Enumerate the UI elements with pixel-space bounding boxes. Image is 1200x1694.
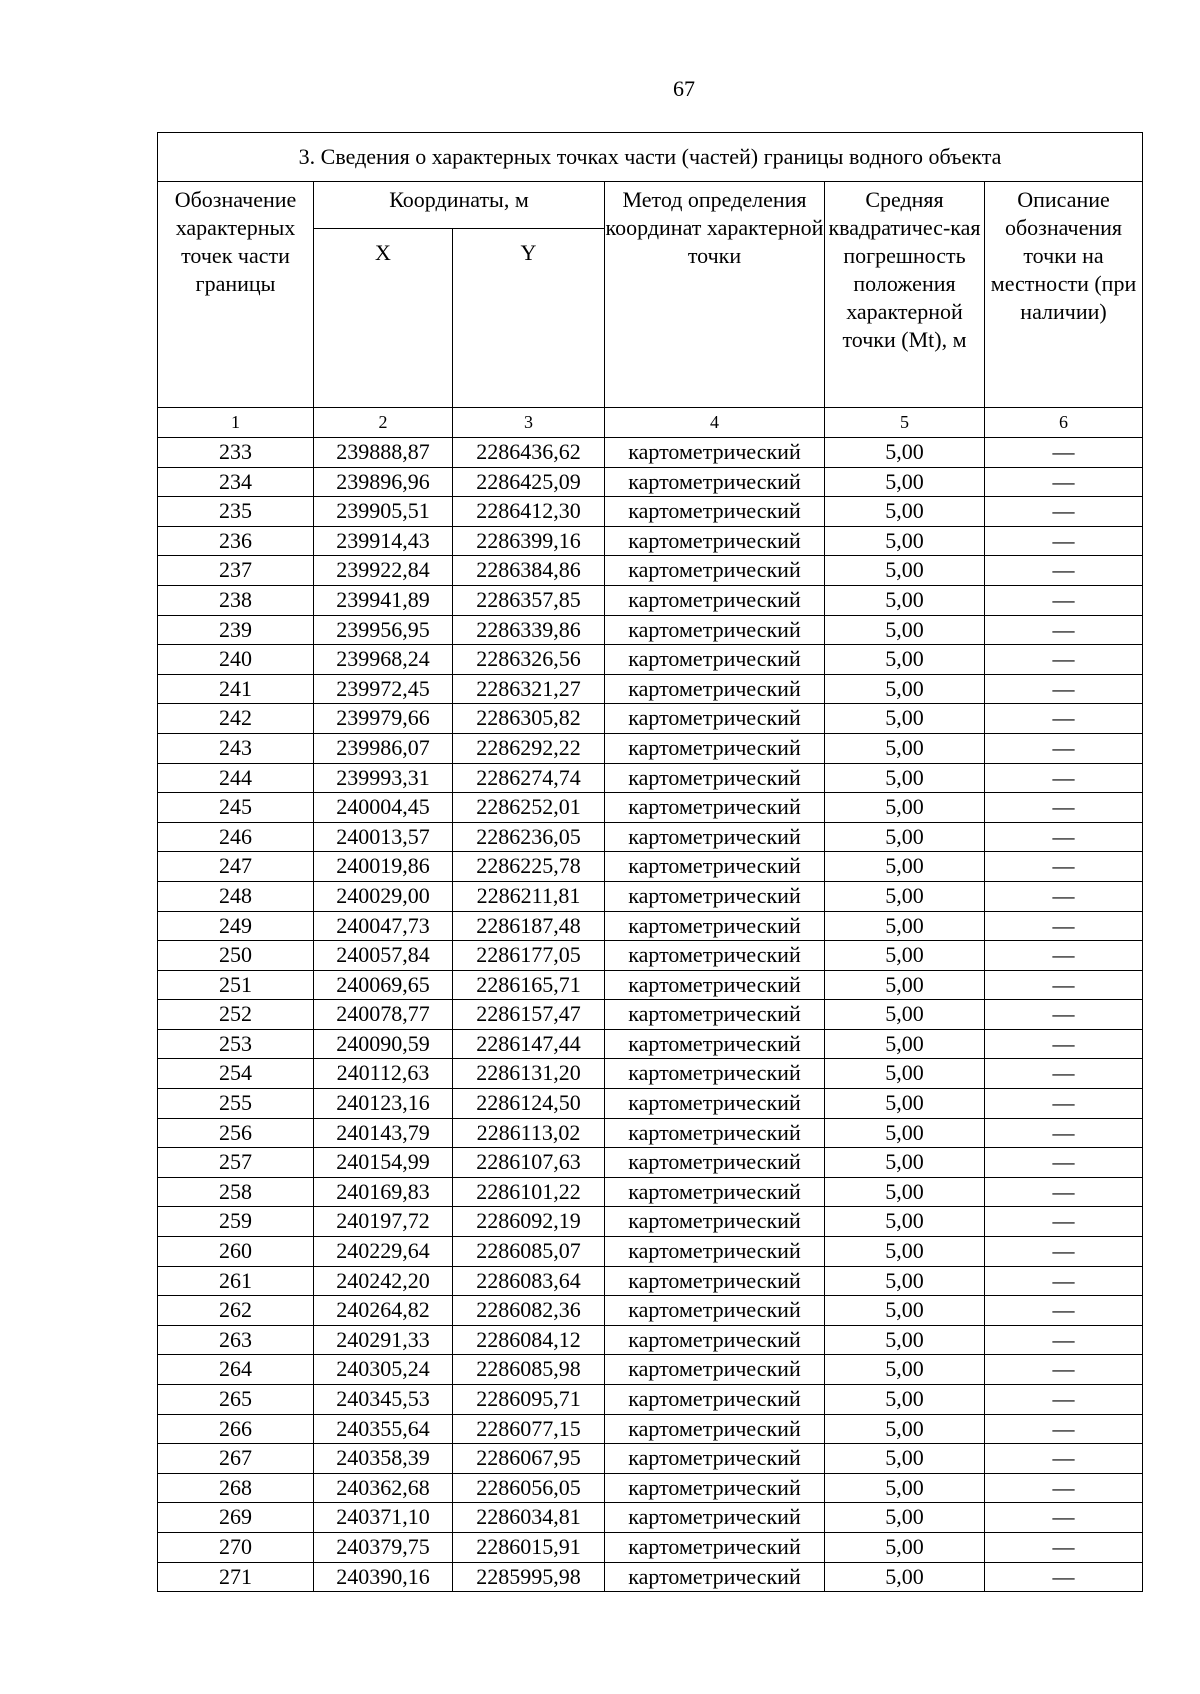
table-row: [158, 556, 1143, 586]
mean-error-cell: 5,00: [825, 1266, 985, 1296]
table-row: [158, 1503, 1143, 1533]
x-coordinate-cell: 240291,33: [314, 1325, 453, 1355]
method-cell: картометрический: [605, 1444, 825, 1474]
y-coordinate-cell: 2286124,50: [453, 1089, 605, 1119]
method-cell: картометрический: [605, 704, 825, 734]
table-row: [158, 733, 1143, 763]
x-coordinate-cell: 240078,77: [314, 1000, 453, 1030]
section-title: 3. Сведения о характерных точках части (частей) границы водного объекта: [158, 133, 1143, 182]
mean-error-cell: 5,00: [825, 941, 985, 971]
boundary-points-table: [157, 132, 1143, 1592]
point-id-cell: 241: [158, 674, 314, 704]
point-id-cell: 253: [158, 1029, 314, 1059]
method-cell: картометрический: [605, 526, 825, 556]
x-coordinate-cell: 240390,16: [314, 1562, 453, 1592]
point-id-cell: 250: [158, 941, 314, 971]
x-coordinate-cell: 240345,53: [314, 1385, 453, 1415]
y-coordinate-cell: 2286083,64: [453, 1266, 605, 1296]
mean-error-cell: 5,00: [825, 1355, 985, 1385]
column-numbers-row: [158, 408, 1143, 438]
point-id-cell: 240: [158, 645, 314, 675]
y-coordinate-cell: 2286085,07: [453, 1237, 605, 1267]
mean-error-cell: 5,00: [825, 1207, 985, 1237]
point-id-cell: 249: [158, 911, 314, 941]
point-id-cell: 243: [158, 733, 314, 763]
y-coordinate-cell: 2286384,86: [453, 556, 605, 586]
description-cell: —: [985, 1029, 1143, 1059]
y-coordinate-cell: 2286034,81: [453, 1503, 605, 1533]
description-cell: —: [985, 1237, 1143, 1267]
y-coordinate-cell: 2286056,05: [453, 1473, 605, 1503]
method-cell: картометрический: [605, 941, 825, 971]
point-id-cell: 245: [158, 793, 314, 823]
method-cell: картометрический: [605, 1118, 825, 1148]
y-coordinate-cell: 2286084,12: [453, 1325, 605, 1355]
table-row: [158, 1029, 1143, 1059]
table-row: [158, 1385, 1143, 1415]
point-id-cell: 235: [158, 497, 314, 527]
table-row: [158, 970, 1143, 1000]
header-mean-error: Средняя квадратичес-кая погрешность положения характерной точки (Mt), м: [825, 182, 985, 408]
method-cell: картометрический: [605, 1503, 825, 1533]
x-coordinate-cell: 240355,64: [314, 1414, 453, 1444]
point-id-cell: 261: [158, 1266, 314, 1296]
point-id-cell: 263: [158, 1325, 314, 1355]
y-coordinate-cell: 2286131,20: [453, 1059, 605, 1089]
description-cell: —: [985, 822, 1143, 852]
x-coordinate-cell: 240264,82: [314, 1296, 453, 1326]
x-coordinate-cell: 240154,99: [314, 1148, 453, 1178]
mean-error-cell: 5,00: [825, 1444, 985, 1474]
table-row: [158, 526, 1143, 556]
description-cell: —: [985, 733, 1143, 763]
method-cell: картометрический: [605, 497, 825, 527]
description-cell: —: [985, 585, 1143, 615]
mean-error-cell: 5,00: [825, 1503, 985, 1533]
table-row: [158, 1296, 1143, 1326]
mean-error-cell: 5,00: [825, 1296, 985, 1326]
mean-error-cell: 5,00: [825, 1562, 985, 1592]
description-cell: —: [985, 1177, 1143, 1207]
table-row: [158, 645, 1143, 675]
mean-error-cell: 5,00: [825, 1059, 985, 1089]
x-coordinate-cell: 239941,89: [314, 585, 453, 615]
description-cell: —: [985, 1532, 1143, 1562]
method-cell: картометрический: [605, 1000, 825, 1030]
table-row: [158, 763, 1143, 793]
y-coordinate-cell: 2286107,63: [453, 1148, 605, 1178]
mean-error-cell: 5,00: [825, 822, 985, 852]
table-row: [158, 881, 1143, 911]
description-cell: —: [985, 1562, 1143, 1592]
description-cell: —: [985, 1296, 1143, 1326]
description-cell: —: [985, 1000, 1143, 1030]
description-cell: —: [985, 497, 1143, 527]
mean-error-cell: 5,00: [825, 467, 985, 497]
method-cell: картометрический: [605, 1296, 825, 1326]
method-cell: картометрический: [605, 822, 825, 852]
mean-error-cell: 5,00: [825, 1414, 985, 1444]
mean-error-cell: 5,00: [825, 615, 985, 645]
point-id-cell: 264: [158, 1355, 314, 1385]
x-coordinate-cell: 240029,00: [314, 881, 453, 911]
mean-error-cell: 5,00: [825, 733, 985, 763]
y-coordinate-cell: 2285995,98: [453, 1562, 605, 1592]
y-coordinate-cell: 2286436,62: [453, 438, 605, 468]
x-coordinate-cell: 240090,59: [314, 1029, 453, 1059]
table-row: [158, 1148, 1143, 1178]
x-coordinate-cell: 239972,45: [314, 674, 453, 704]
table-row: [158, 1118, 1143, 1148]
description-cell: —: [985, 1503, 1143, 1533]
y-coordinate-cell: 2286177,05: [453, 941, 605, 971]
point-id-cell: 269: [158, 1503, 314, 1533]
description-cell: —: [985, 911, 1143, 941]
table-row: [158, 1177, 1143, 1207]
description-cell: —: [985, 970, 1143, 1000]
mean-error-cell: 5,00: [825, 497, 985, 527]
x-coordinate-cell: 240143,79: [314, 1118, 453, 1148]
method-cell: картометрический: [605, 881, 825, 911]
point-id-cell: 260: [158, 1237, 314, 1267]
y-coordinate-cell: 2286015,91: [453, 1532, 605, 1562]
x-coordinate-cell: 240358,39: [314, 1444, 453, 1474]
mean-error-cell: 5,00: [825, 881, 985, 911]
method-cell: картометрический: [605, 1089, 825, 1119]
table-row: [158, 674, 1143, 704]
method-cell: картометрический: [605, 1207, 825, 1237]
mean-error-cell: 5,00: [825, 438, 985, 468]
x-coordinate-cell: 240379,75: [314, 1532, 453, 1562]
table-row: [158, 467, 1143, 497]
y-coordinate-cell: 2286092,19: [453, 1207, 605, 1237]
table-row: [158, 1355, 1143, 1385]
mean-error-cell: 5,00: [825, 1148, 985, 1178]
table-row: [158, 1473, 1143, 1503]
y-coordinate-cell: 2286101,22: [453, 1177, 605, 1207]
column-number: 6: [985, 408, 1143, 438]
y-coordinate-cell: 2286077,15: [453, 1414, 605, 1444]
x-coordinate-cell: 239956,95: [314, 615, 453, 645]
description-cell: —: [985, 1059, 1143, 1089]
column-number: 4: [605, 408, 825, 438]
y-coordinate-cell: 2286412,30: [453, 497, 605, 527]
description-cell: —: [985, 763, 1143, 793]
mean-error-cell: 5,00: [825, 1385, 985, 1415]
method-cell: картометрический: [605, 1385, 825, 1415]
table-row: [158, 1237, 1143, 1267]
description-cell: —: [985, 526, 1143, 556]
method-cell: картометрический: [605, 556, 825, 586]
method-cell: картометрический: [605, 645, 825, 675]
point-id-cell: 252: [158, 1000, 314, 1030]
x-coordinate-cell: 240019,86: [314, 852, 453, 882]
method-cell: картометрический: [605, 1414, 825, 1444]
table-row: [158, 822, 1143, 852]
x-coordinate-cell: 239986,07: [314, 733, 453, 763]
mean-error-cell: 5,00: [825, 852, 985, 882]
method-cell: картометрический: [605, 733, 825, 763]
description-cell: —: [985, 1414, 1143, 1444]
point-id-cell: 254: [158, 1059, 314, 1089]
description-cell: —: [985, 852, 1143, 882]
x-coordinate-cell: 240069,65: [314, 970, 453, 1000]
method-cell: картометрический: [605, 1177, 825, 1207]
point-id-cell: 262: [158, 1296, 314, 1326]
mean-error-cell: 5,00: [825, 704, 985, 734]
y-coordinate-cell: 2286165,71: [453, 970, 605, 1000]
description-cell: —: [985, 941, 1143, 971]
point-id-cell: 255: [158, 1089, 314, 1119]
method-cell: картометрический: [605, 1059, 825, 1089]
point-id-cell: 256: [158, 1118, 314, 1148]
method-cell: картометрический: [605, 1355, 825, 1385]
method-cell: картометрический: [605, 763, 825, 793]
x-coordinate-cell: 240169,83: [314, 1177, 453, 1207]
mean-error-cell: 5,00: [825, 1118, 985, 1148]
mean-error-cell: 5,00: [825, 1000, 985, 1030]
y-coordinate-cell: 2286225,78: [453, 852, 605, 882]
method-cell: картометрический: [605, 467, 825, 497]
point-id-cell: 270: [158, 1532, 314, 1562]
y-coordinate-cell: 2286211,81: [453, 881, 605, 911]
y-coordinate-cell: 2286252,01: [453, 793, 605, 823]
point-id-cell: 248: [158, 881, 314, 911]
header-y: Y: [453, 229, 605, 408]
description-cell: —: [985, 674, 1143, 704]
x-coordinate-cell: 240362,68: [314, 1473, 453, 1503]
x-coordinate-cell: 240057,84: [314, 941, 453, 971]
x-coordinate-cell: 239993,31: [314, 763, 453, 793]
page-number-text: 67: [673, 76, 695, 101]
method-cell: картометрический: [605, 1266, 825, 1296]
table-row: [158, 1207, 1143, 1237]
point-id-cell: 247: [158, 852, 314, 882]
description-cell: —: [985, 438, 1143, 468]
table-row: [158, 1444, 1143, 1474]
description-cell: —: [985, 1266, 1143, 1296]
header-x: X: [314, 229, 453, 408]
method-cell: картометрический: [605, 911, 825, 941]
point-id-cell: 251: [158, 970, 314, 1000]
description-cell: —: [985, 1325, 1143, 1355]
description-cell: —: [985, 793, 1143, 823]
table-row: [158, 438, 1143, 468]
mean-error-cell: 5,00: [825, 911, 985, 941]
y-coordinate-cell: 2286147,44: [453, 1029, 605, 1059]
method-cell: картометрический: [605, 438, 825, 468]
header-point-designation: Обозначение характерных точек части границы: [158, 182, 314, 408]
description-cell: —: [985, 1385, 1143, 1415]
x-coordinate-cell: 239979,66: [314, 704, 453, 734]
method-cell: картометрический: [605, 1029, 825, 1059]
description-cell: —: [985, 704, 1143, 734]
point-id-cell: 242: [158, 704, 314, 734]
method-cell: картометрический: [605, 674, 825, 704]
point-id-cell: 259: [158, 1207, 314, 1237]
y-coordinate-cell: 2286187,48: [453, 911, 605, 941]
x-coordinate-cell: 240305,24: [314, 1355, 453, 1385]
x-coordinate-cell: 240047,73: [314, 911, 453, 941]
mean-error-cell: 5,00: [825, 1473, 985, 1503]
page-number: [0, 76, 1200, 102]
x-coordinate-cell: 239968,24: [314, 645, 453, 675]
y-coordinate-cell: 2286113,02: [453, 1118, 605, 1148]
x-coordinate-cell: 240123,16: [314, 1089, 453, 1119]
mean-error-cell: 5,00: [825, 1029, 985, 1059]
description-cell: —: [985, 645, 1143, 675]
mean-error-cell: 5,00: [825, 763, 985, 793]
method-cell: картометрический: [605, 1325, 825, 1355]
method-cell: картометрический: [605, 1473, 825, 1503]
mean-error-cell: 5,00: [825, 674, 985, 704]
description-cell: —: [985, 1089, 1143, 1119]
y-coordinate-cell: 2286425,09: [453, 467, 605, 497]
table-row: [158, 615, 1143, 645]
mean-error-cell: 5,00: [825, 970, 985, 1000]
table-row: [158, 585, 1143, 615]
table-row: [158, 793, 1143, 823]
header-description: Описание обозначения точки на местности (при наличии): [985, 182, 1143, 408]
x-coordinate-cell: 240112,63: [314, 1059, 453, 1089]
header-method: Метод определения координат характерной точки: [605, 182, 825, 408]
table-row: [158, 1414, 1143, 1444]
method-cell: картометрический: [605, 1237, 825, 1267]
y-coordinate-cell: 2286082,36: [453, 1296, 605, 1326]
method-cell: картометрический: [605, 585, 825, 615]
description-cell: —: [985, 1355, 1143, 1385]
mean-error-cell: 5,00: [825, 793, 985, 823]
point-id-cell: 234: [158, 467, 314, 497]
y-coordinate-cell: 2286085,98: [453, 1355, 605, 1385]
point-id-cell: 257: [158, 1148, 314, 1178]
x-coordinate-cell: 240371,10: [314, 1503, 453, 1533]
table-body: [158, 438, 1143, 1592]
point-id-cell: 265: [158, 1385, 314, 1415]
method-cell: картометрический: [605, 793, 825, 823]
y-coordinate-cell: 2286305,82: [453, 704, 605, 734]
description-cell: —: [985, 1118, 1143, 1148]
mean-error-cell: 5,00: [825, 1177, 985, 1207]
mean-error-cell: 5,00: [825, 1237, 985, 1267]
table-row: [158, 1266, 1143, 1296]
mean-error-cell: 5,00: [825, 526, 985, 556]
mean-error-cell: 5,00: [825, 1089, 985, 1119]
y-coordinate-cell: 2286157,47: [453, 1000, 605, 1030]
header-coordinates: Координаты, м: [314, 182, 605, 229]
table-row: [158, 1089, 1143, 1119]
y-coordinate-cell: 2286292,22: [453, 733, 605, 763]
table-row: [158, 1532, 1143, 1562]
description-cell: —: [985, 556, 1143, 586]
column-number: 5: [825, 408, 985, 438]
mean-error-cell: 5,00: [825, 585, 985, 615]
point-id-cell: 233: [158, 438, 314, 468]
point-id-cell: 266: [158, 1414, 314, 1444]
column-number: 2: [314, 408, 453, 438]
y-coordinate-cell: 2286399,16: [453, 526, 605, 556]
point-id-cell: 268: [158, 1473, 314, 1503]
method-cell: картометрический: [605, 615, 825, 645]
table-row: [158, 852, 1143, 882]
y-coordinate-cell: 2286357,85: [453, 585, 605, 615]
y-coordinate-cell: 2286067,95: [453, 1444, 605, 1474]
x-coordinate-cell: 239905,51: [314, 497, 453, 527]
x-coordinate-cell: 240013,57: [314, 822, 453, 852]
table-row: [158, 941, 1143, 971]
y-coordinate-cell: 2286326,56: [453, 645, 605, 675]
x-coordinate-cell: 240242,20: [314, 1266, 453, 1296]
mean-error-cell: 5,00: [825, 645, 985, 675]
column-number: 1: [158, 408, 314, 438]
point-id-cell: 267: [158, 1444, 314, 1474]
table-row: [158, 1325, 1143, 1355]
y-coordinate-cell: 2286236,05: [453, 822, 605, 852]
mean-error-cell: 5,00: [825, 556, 985, 586]
description-cell: —: [985, 1473, 1143, 1503]
y-coordinate-cell: 2286339,86: [453, 615, 605, 645]
mean-error-cell: 5,00: [825, 1325, 985, 1355]
description-cell: —: [985, 467, 1143, 497]
mean-error-cell: 5,00: [825, 1532, 985, 1562]
point-id-cell: 238: [158, 585, 314, 615]
x-coordinate-cell: 240229,64: [314, 1237, 453, 1267]
description-cell: —: [985, 1207, 1143, 1237]
table-row: [158, 911, 1143, 941]
description-cell: —: [985, 881, 1143, 911]
point-id-cell: 236: [158, 526, 314, 556]
point-id-cell: 271: [158, 1562, 314, 1592]
x-coordinate-cell: 239896,96: [314, 467, 453, 497]
point-id-cell: 239: [158, 615, 314, 645]
method-cell: картометрический: [605, 1562, 825, 1592]
column-number: 3: [453, 408, 605, 438]
method-cell: картометрический: [605, 852, 825, 882]
y-coordinate-cell: 2286321,27: [453, 674, 605, 704]
method-cell: картометрический: [605, 970, 825, 1000]
point-id-cell: 237: [158, 556, 314, 586]
x-coordinate-cell: 239914,43: [314, 526, 453, 556]
table-row: [158, 1562, 1143, 1592]
method-cell: картометрический: [605, 1532, 825, 1562]
x-coordinate-cell: 239888,87: [314, 438, 453, 468]
y-coordinate-cell: 2286274,74: [453, 763, 605, 793]
point-id-cell: 244: [158, 763, 314, 793]
table-row: [158, 1000, 1143, 1030]
table-row: [158, 704, 1143, 734]
point-id-cell: 246: [158, 822, 314, 852]
x-coordinate-cell: 239922,84: [314, 556, 453, 586]
table-row: [158, 1059, 1143, 1089]
y-coordinate-cell: 2286095,71: [453, 1385, 605, 1415]
description-cell: —: [985, 1148, 1143, 1178]
description-cell: —: [985, 1444, 1143, 1474]
description-cell: —: [985, 615, 1143, 645]
x-coordinate-cell: 240197,72: [314, 1207, 453, 1237]
point-id-cell: 258: [158, 1177, 314, 1207]
table-row: [158, 497, 1143, 527]
method-cell: картометрический: [605, 1148, 825, 1178]
x-coordinate-cell: 240004,45: [314, 793, 453, 823]
